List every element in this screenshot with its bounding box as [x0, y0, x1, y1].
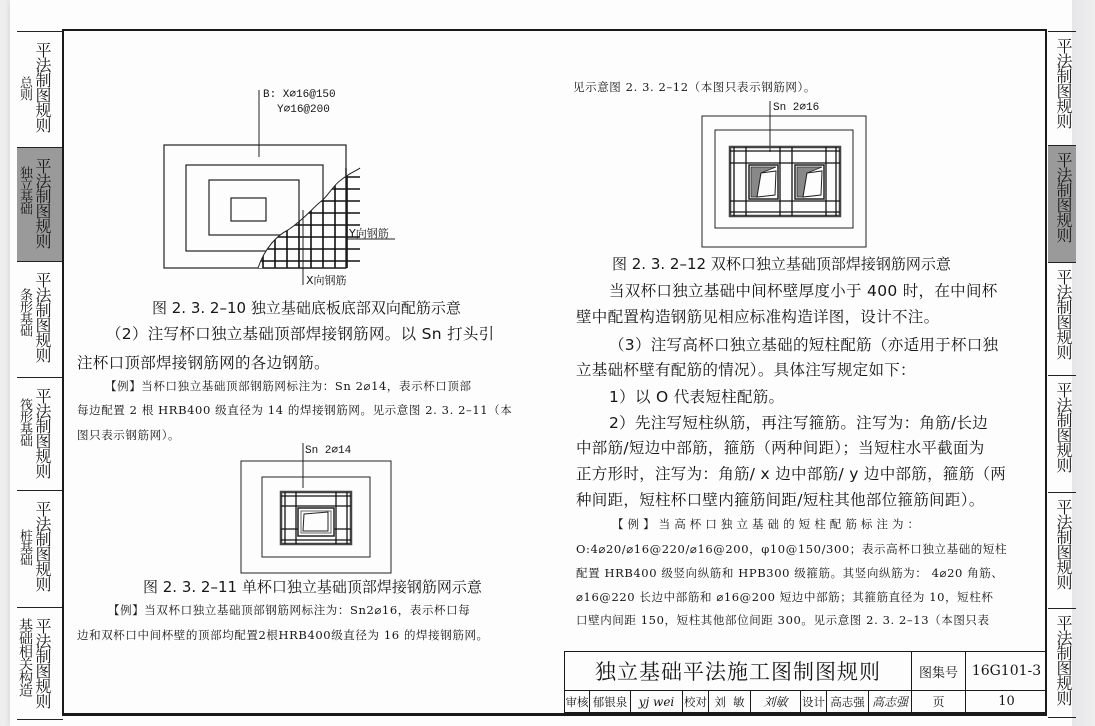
tab-main-label: 平法制图规则 — [1054, 615, 1073, 705]
tab-main-label: 平法制图规则 — [1054, 38, 1073, 128]
fig10-x-rebar-label: X向钢筋 — [306, 274, 347, 287]
example-2-line1: 【例】当双杯口独立基础顶部钢筋网标注为：Sn2⌀16，表示杯口每 — [108, 603, 471, 617]
fig11-caption: 图 2. 3. 2–11 单杯口独立基础顶部焊接钢筋网示意 — [143, 578, 482, 596]
tab-main-label: 平法制图规则 — [1054, 382, 1073, 472]
left-tab-foundation-related[interactable] — [17, 607, 63, 719]
item-2-line3: 正方形时，注写为：角筋/ x 边中部筋/ y 边中部筋，箍筋（两 — [576, 465, 1007, 483]
left-tab-isolated-foundation[interactable] — [17, 147, 63, 261]
figure-2-3-2-11-diagram — [240, 440, 420, 575]
example-2-line2: 边和双杯口中间杯壁的顶部均配置2根HRB400级直径为 16 的焊接钢筋网。 — [77, 628, 489, 642]
tab-main-label: 平法制图规则 — [33, 42, 52, 132]
fig10-caption: 图 2. 3. 2–10 独立基础底板底部双向配筋示意 — [152, 299, 461, 317]
left-tab-pile-foundation[interactable] — [17, 490, 63, 607]
fig10-rebar-label-line2: Y⌀16@200 — [277, 104, 330, 116]
paragraph-a-line1: 当双杯口独立基础中间杯壁厚度小于 400 时，在中间杯 — [609, 282, 998, 300]
reviewer-name: 郁银泉 — [590, 691, 631, 712]
page-label: 页 — [912, 691, 966, 712]
left-tab-general[interactable] — [17, 31, 63, 147]
tab-sub-label: 条形基础 — [17, 288, 32, 336]
right-section-tabs — [1048, 31, 1076, 718]
paragraph-2-line1: （2）注写杯口独立基础顶部焊接钢筋网。以 Sn 打头引 — [106, 325, 495, 343]
right-tab-4[interactable] — [1048, 375, 1076, 492]
example-3-line4: ⌀16@220 长边中部筋和 ⌀16@200 短边中部筋；其箍筋直径为 10，短柱杯 — [576, 590, 994, 604]
paragraph-3-line1: （3）注写高杯口独立基础的短柱配筋（亦适用于杯口独 — [609, 336, 999, 354]
example-3-line1: 【 例 】 当 高 杯 口 独 立 基 础 的 短 柱 配 筋 标 注 为 ： — [612, 517, 920, 531]
designer-signature: 高志强 — [869, 691, 912, 712]
tab-sub-label: 总则 — [17, 76, 32, 100]
example-1-line2: 每边配置 2 根 HRB400 级直径为 14 的焊接钢筋网。见示意图 2. 3. 2–11（本 — [77, 403, 513, 417]
item-2-line2: 中部筋/短边中部筋，箍筋（两种间距）；当短柱水平截面为 — [576, 439, 985, 457]
paragraph-2-line2: 注杯口顶部焊接钢筋网的各边钢筋。 — [77, 354, 330, 372]
fig12-caption: 图 2. 3. 2–12 双杯口独立基础顶部焊接钢筋网示意 — [612, 255, 951, 273]
example-3-line5: 口壁内间距 150，短柱其他部位间距 300。见示意图 2. 3. 2–13（本图只表 — [576, 613, 990, 627]
page-number: 10 — [998, 694, 1015, 709]
fig10-rebar-label-line1: B: X⌀16@150 — [263, 89, 336, 101]
tab-main-label: 平法制图规则 — [33, 618, 52, 708]
paragraph-a-line2: 壁中配置构造钢筋见相应标准构造详图，设计不注。 — [576, 308, 940, 326]
tab-sub-label: 桩基础 — [17, 529, 32, 565]
right-tab-2[interactable] — [1048, 145, 1076, 262]
design-label: 设计 — [801, 691, 827, 712]
checker-signature: 刘敏 — [751, 691, 801, 712]
left-tab-raft-foundation[interactable] — [17, 377, 63, 490]
figure-2-3-2-12-diagram — [700, 100, 870, 250]
tab-sub-label: 筏形基础 — [17, 398, 32, 446]
item-2-line1: 2）先注写短柱纵筋，再注写箍筋。注写为：角筋/长边 — [609, 414, 989, 432]
tab-main-label: 平法制图规则 — [33, 501, 52, 591]
right-tab-5[interactable] — [1048, 492, 1076, 608]
tab-sub-label: 基础相关构造 — [17, 618, 33, 696]
example-1-line1: 【例】当杯口独立基础顶部钢筋网标注为：Sn 2⌀14，表示杯口顶部 — [105, 379, 472, 393]
tab-main-label: 平法制图规则 — [1054, 499, 1073, 589]
reviewer-signature: yj wei — [631, 691, 683, 712]
item-1: 1）以 O 代表短柱配筋。 — [609, 388, 785, 406]
tab-main-label: 平法制图规则 — [33, 158, 52, 248]
right-tab-3[interactable] — [1048, 262, 1076, 375]
paragraph-3-line2: 立基础杯壁有配筋的情况）。具体注写规定如下： — [576, 361, 916, 379]
example-1-line3: 图只表示钢筋网）。 — [77, 428, 181, 442]
tab-main-label: 平法制图规则 — [1054, 152, 1073, 242]
left-tab-strip-foundation[interactable] — [17, 261, 63, 377]
left-section-tabs — [17, 31, 63, 720]
right-top-line: 见示意图 2. 3. 2–12（本图只表示钢筋网）。 — [573, 80, 816, 94]
atlas-number: 16G101-3 — [971, 663, 1042, 679]
drawing-title: 独立基础平法施工图制图规则 — [565, 652, 912, 690]
tab-main-label: 平法制图规则 — [33, 272, 52, 362]
right-tab-6[interactable] — [1048, 608, 1076, 717]
item-2-line4: 种间距，短柱杯口壁内箍筋间距/短柱其他部位箍筋间距）。 — [576, 491, 985, 509]
example-3-line2: O:4⌀20/⌀16@220/⌀16@200，φ10@150/300；表示高杯口独立基础的短柱 — [576, 542, 1008, 556]
fig11-rebar-label: Sn 2⌀14 — [305, 445, 352, 457]
fig10-y-rebar-label: Y向钢筋 — [349, 227, 389, 240]
check-label: 校对 — [683, 691, 709, 712]
checker-name: 刘 敏 — [709, 691, 751, 712]
title-block — [564, 651, 1046, 713]
designer-name: 高志强 — [827, 691, 869, 712]
fig12-rebar-label: Sn 2⌀16 — [773, 102, 820, 114]
right-tab-1[interactable] — [1048, 31, 1076, 145]
example-3-line3: 配置 HRB400 级竖向纵筋和 HPB300 级箍筋。其竖向纵筋为： 4⌀20 角筋、 — [576, 566, 1004, 580]
tab-sub-label: 独立基础 — [17, 166, 32, 214]
review-label: 审核 — [565, 691, 590, 712]
atlas-number-label: 图集号 — [912, 652, 966, 690]
tab-main-label: 平法制图规则 — [33, 388, 52, 478]
tab-main-label: 平法制图规则 — [1054, 269, 1073, 359]
